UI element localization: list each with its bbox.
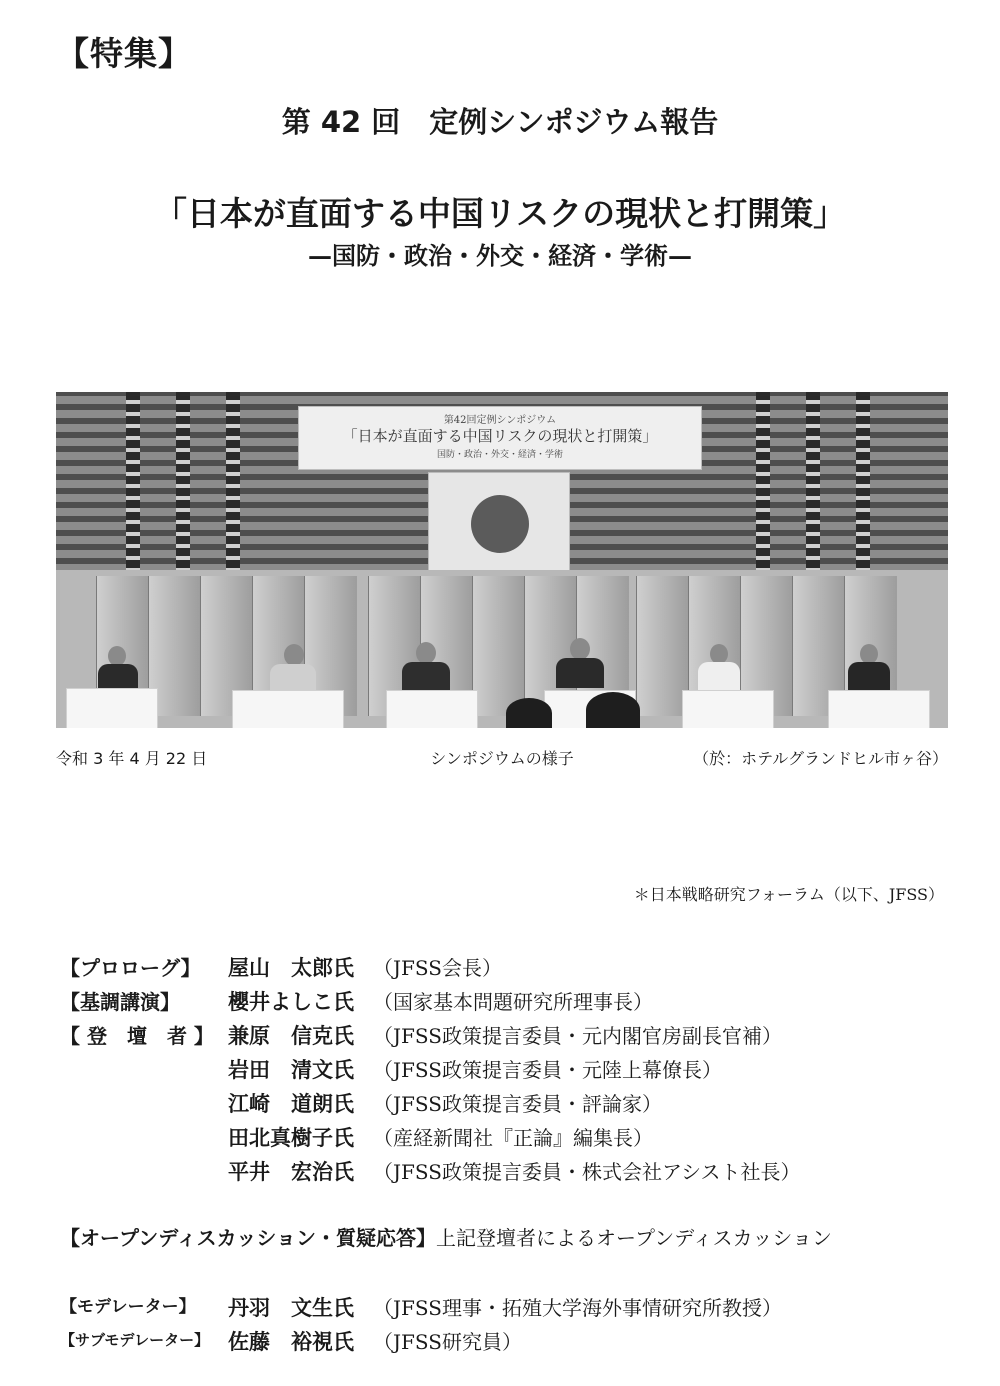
wall-slat — [176, 392, 190, 592]
person-affiliation: （国家基本問題研究所理事長） — [373, 990, 653, 1014]
wall-slat — [856, 392, 870, 592]
subtitle: —国防・政治・外交・経済・学術— — [308, 241, 692, 270]
person-name: 櫻井よしこ氏 — [228, 990, 354, 1014]
panelist — [860, 644, 878, 664]
open-discussion-text: 上記登壇者によるオープンディスカッション — [436, 1226, 832, 1250]
panel-table — [66, 688, 158, 728]
person-affiliation: （JFSS政策提言委員・元内閣官房副長官補） — [373, 1024, 782, 1048]
panelist — [284, 644, 304, 666]
panelist — [416, 642, 436, 664]
person-affiliation: （JFSS理事・拓殖大学海外事情研究所教授） — [373, 1296, 782, 1320]
banner-line-2: 「日本が直面する中国リスクの現状と打開策」 — [342, 427, 658, 445]
panelist — [570, 638, 590, 660]
role-label: 【サブモデレーター】 — [60, 1331, 210, 1349]
japan-flag — [428, 472, 570, 584]
person-name: 屋山 太郎氏 — [228, 956, 354, 980]
person-name: 平井 宏治氏 — [228, 1160, 354, 1184]
role-label: 【 登 壇 者 】 — [60, 1024, 214, 1048]
person-name: 江崎 道朗氏 — [228, 1092, 354, 1116]
panel-table — [232, 690, 344, 728]
person-affiliation: （JFSS会長） — [373, 956, 502, 980]
person-name: 佐藤 裕視氏 — [228, 1330, 354, 1354]
role-label: 【基調講演】 — [60, 990, 180, 1014]
wall-slat — [806, 392, 820, 592]
person-affiliation: （JFSS政策提言委員・元陸上幕僚長） — [373, 1058, 722, 1082]
panelist — [710, 644, 728, 664]
person-affiliation: （JFSS政策提言委員・株式会社アシスト社長） — [373, 1160, 801, 1184]
panelist — [108, 646, 126, 666]
person-affiliation: （JFSS政策提言委員・評論家） — [373, 1092, 662, 1116]
flag-sun — [471, 495, 529, 553]
caption-date: 令和 3 年 4 月 22 日 — [56, 749, 208, 768]
report-heading: 第 42 回 定例シンポジウム報告 — [281, 105, 719, 139]
person-name: 田北真樹子氏 — [228, 1126, 354, 1150]
special-feature-label: 【特集】 — [56, 34, 192, 73]
role-label: 【オープンディスカッション・質疑応答】 — [60, 1226, 436, 1250]
person-name: 岩田 清文氏 — [228, 1058, 354, 1082]
banner-line-3: 国防・政治・外交・経済・学術 — [436, 450, 563, 460]
wall-slat — [226, 392, 240, 592]
audience-member — [506, 698, 552, 728]
photo-caption — [56, 746, 948, 770]
panel-table — [828, 690, 930, 728]
person-name: 兼原 信克氏 — [228, 1024, 354, 1048]
caption-venue: （於：ホテルグランドヒル市ヶ谷） — [693, 749, 948, 768]
person-name: 丹羽 文生氏 — [228, 1296, 354, 1320]
stage-banner — [298, 406, 702, 470]
banner-line-1: 第42回定例シンポジウム — [443, 415, 557, 426]
person-affiliation: （産経新聞社『正論』編集長） — [373, 1126, 653, 1150]
panel-table — [682, 690, 774, 728]
role-label: 【モデレーター】 — [60, 1297, 196, 1317]
main-title: 「日本が直面する中国リスクの現状と打開策」 — [153, 194, 847, 233]
wall-slat — [126, 392, 140, 592]
person-affiliation: （JFSS研究員） — [373, 1330, 522, 1354]
panel-table — [386, 690, 478, 728]
symposium-photo — [56, 392, 948, 728]
program-row-open-discussion — [60, 1222, 832, 1251]
caption-text: シンポジウムの様子 — [430, 749, 574, 768]
footnote: ＊日本戦略研究フォーラム（以下、JFSS） — [633, 885, 944, 904]
wall-slat — [756, 392, 770, 592]
audience-member — [586, 692, 640, 728]
role-label: 【プロローグ】 — [60, 956, 201, 980]
